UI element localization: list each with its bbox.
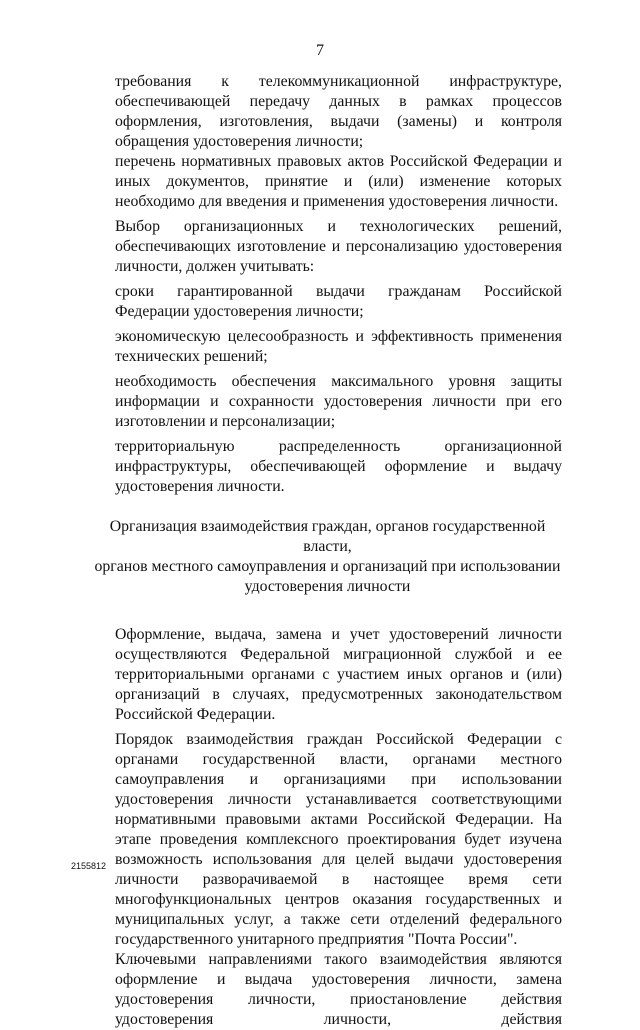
document-body bbox=[94, 72, 562, 1030]
page-number: 7 bbox=[316, 42, 324, 59]
paragraph-key-directions: Ключевыми направлениями такого взаимодействия являются оформление и выдача удостоверения личности, замена удостоверения личности, приостановление действия удостоверения личности, действия bbox=[115, 951, 562, 1028]
paragraph-issue-timeframes: сроки гарантированной выдачи гражданам Российской Федерации удостоверения личности; bbox=[115, 283, 562, 320]
heading-line-1: Организация взаимодействия граждан, органов государственной власти, bbox=[109, 518, 546, 555]
paragraph-telecom-requirements: требования к телекоммуникационной инфраструктуре, обеспечивающей передачу данных в рамках процессов оформления, изготовления, выдачи (замены) и контроля обращения удостоверения личности; bbox=[115, 73, 562, 150]
paragraph-issuance-authority: Оформление, выдача, замена и учет удостоверений личности осуществляются Федеральной миграционной службой и ее территориальными органами с участием иных органов и (или) организаций в случаях, предусмотренных законодательством Российской Федерации. bbox=[115, 626, 562, 723]
document-code: 2155812 bbox=[71, 861, 107, 871]
section-heading bbox=[91, 517, 564, 597]
paragraph-technology-choice: Выбор организационных и технологических решений, обеспечивающих изготовление и персонализацию удостоверения личности, должен учитывать: bbox=[115, 218, 562, 275]
paragraph-territorial-distribution: территориальную распределенность организационной инфраструктуры, обеспечивающей оформление и выдачу удостоверения личности. bbox=[115, 438, 562, 495]
paragraph-economic-feasibility: экономическую целесообразность и эффективность применения технических решений; bbox=[115, 328, 562, 365]
heading-line-2: органов местного самоуправления и организаций при использовании bbox=[94, 558, 561, 575]
heading-line-3: удостоверения личности bbox=[244, 578, 411, 595]
paragraph-interaction-procedure: Порядок взаимодействия граждан Российской Федерации с органами государственной власти, органами местного самоуправления и организациями при использовании удостоверения личности устанавливается соответствующими нормативными правовыми актами Российской Федерации. На этапе проведения комплексного проектирования будет изучена возможность использования для целей выдачи удостоверения личности разворачиваемой в настоящее время сети многофункциональных центров оказания государственных и муниципальных услуг, а также сети отделений федерального государственного унитарного предприятия "Почта России". bbox=[115, 731, 562, 948]
paragraph-security-level: необходимость обеспечения максимального уровня защиты информации и сохранности удостоверения личности при его изготовлении и персонализации; bbox=[115, 373, 562, 430]
paragraph-legal-acts-list: перечень нормативных правовых актов Российской Федерации и иных документов, принятие и (или) изменение которых необходимо для введения и применения удостоверения личности. bbox=[115, 153, 562, 210]
